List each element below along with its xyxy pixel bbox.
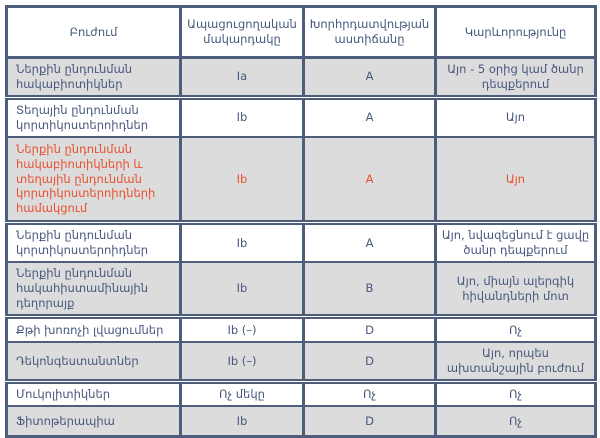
cell-importance: Ոչ xyxy=(436,382,596,406)
cell-evidence-level: Ib (–) xyxy=(181,342,304,381)
cell-recommendation-grade: B xyxy=(304,262,436,316)
cell-importance: Այո xyxy=(436,97,596,136)
cell-importance: Այո, միայն ալերգիկ հիվանդների մոտ xyxy=(436,262,596,316)
cell-evidence-level: Ib xyxy=(181,262,304,316)
table-row xyxy=(7,262,596,316)
table-row xyxy=(7,58,596,98)
cell-recommendation-grade: A xyxy=(304,223,436,262)
column-header-importance: Կարևորությունը xyxy=(436,7,596,58)
cell-importance: Ոչ xyxy=(436,316,596,342)
cell-evidence-level: Ոչ մեկը xyxy=(181,382,304,406)
cell-evidence-level: Ib xyxy=(181,137,304,223)
cell-recommendation-grade: D xyxy=(304,406,436,436)
cell-recommendation-grade: D xyxy=(304,342,436,381)
cell-evidence-level: Ib xyxy=(181,406,304,436)
cell-recommendation-grade: A xyxy=(304,137,436,223)
cell-recommendation-grade: A xyxy=(304,58,436,98)
cell-treatment: Ներքին ընդունման հակաբիոտիկներ xyxy=(7,58,181,98)
cell-importance: Այո xyxy=(436,137,596,223)
cell-treatment: Ներքին ընդունման հակաբիոտիկների և տեղային ընդունման կորտիկոստերոիդների համակցում xyxy=(7,137,181,223)
table-body xyxy=(7,58,596,437)
cell-treatment: Տեղային ընդունման կորտիկոստերոիդներ xyxy=(7,97,181,136)
cell-importance: Այո, նվազեցնում է ցավը ծանր դեպքերում xyxy=(436,223,596,262)
cell-evidence-level: Ia xyxy=(181,58,304,98)
cell-treatment: Ներքին ընդունման կորտիկոստերոիդներ xyxy=(7,223,181,262)
cell-treatment: Քթի խոռոչի լվացումներ xyxy=(7,316,181,342)
cell-importance: Այո - 5 օրից կամ ծանր դեպքերում xyxy=(436,58,596,98)
cell-treatment: Մուկոլիտիկներ xyxy=(7,382,181,406)
table-row xyxy=(7,97,596,136)
cell-treatment: Ֆիտոթերապիա xyxy=(7,406,181,436)
treatment-evidence-table xyxy=(5,5,597,438)
column-header-recommendation-grade: Խորհրդատվության աստիճանը xyxy=(304,7,436,58)
table-row xyxy=(7,223,596,262)
cell-evidence-level: Ib xyxy=(181,97,304,136)
table-row xyxy=(7,342,596,381)
table-row xyxy=(7,382,596,406)
cell-evidence-level: Ib (–) xyxy=(181,316,304,342)
cell-recommendation-grade: A xyxy=(304,97,436,136)
cell-recommendation-grade: Ոչ xyxy=(304,382,436,406)
table-row xyxy=(7,316,596,342)
column-header-evidence-level: Ապացուցողական մակարդակը xyxy=(181,7,304,58)
cell-importance: Այո, որպես ախտանշային բուժում xyxy=(436,342,596,381)
table-row xyxy=(7,137,596,223)
cell-treatment: Ներքին ընդունման հակահիստամինային դեղորայք xyxy=(7,262,181,316)
cell-treatment: Դեկոնգեստանտներ xyxy=(7,342,181,381)
table-header xyxy=(7,7,596,58)
cell-recommendation-grade: D xyxy=(304,316,436,342)
table-row xyxy=(7,406,596,436)
cell-importance: Ոչ xyxy=(436,406,596,436)
cell-evidence-level: Ib xyxy=(181,223,304,262)
column-header-treatment: Բուժում xyxy=(7,7,181,58)
header-row xyxy=(7,7,596,58)
